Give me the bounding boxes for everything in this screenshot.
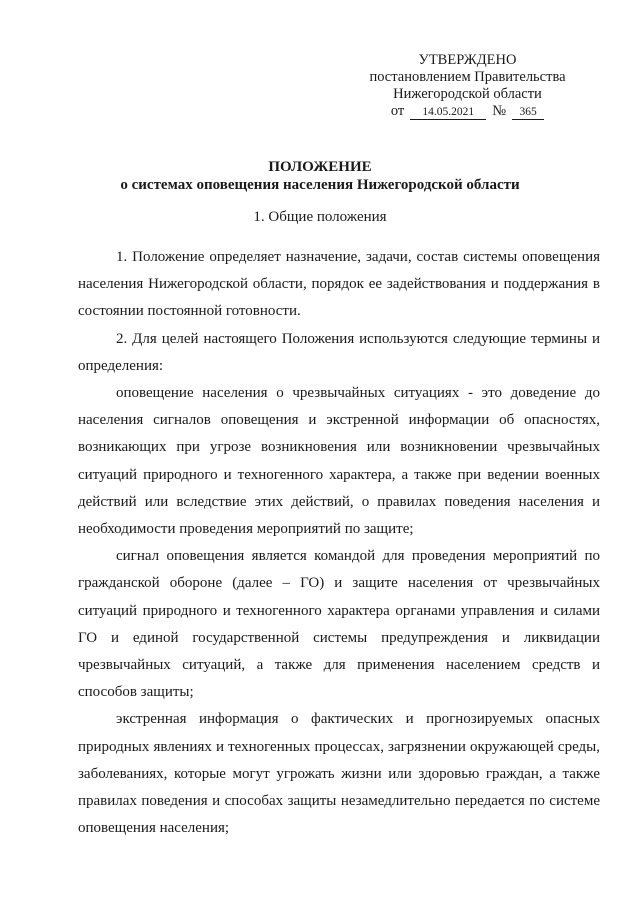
- approval-region-line: Нижегородской области: [393, 86, 542, 102]
- from-label: от: [390, 103, 405, 119]
- paragraph-2: 2. Для целей настоящего Положения используются следующие термины и определения:: [78, 330, 600, 374]
- definition-notification: оповещение населения о чрезвычайных ситуациях - это доведение до населения сигналов оповещения и экстренной информации об опасностях, возникающих при угрозе возникновения или возникновении чрезвычайных ситуаций природного и техногенного характера, а также при ведении военных действий или вследствие этих действий, о правилах поведения населения и необходимости проведения мероприятий по защите;: [78, 385, 600, 538]
- approval-issuer-line: постановлением Правительства: [369, 69, 566, 85]
- definition-emergency-info: экстренная информация о фактических и прогнозируемых опасных природных явлениях и техногенных процессах, загрязнении окружающей среды, заболеваниях, которые могут угрожать жизни или здоровью граждан, а также правилах поведения и способах защиты незамедлительно передается по системе оповещения населения;: [78, 711, 600, 837]
- approval-reference: [360, 103, 575, 120]
- approval-number: 365: [512, 105, 544, 120]
- approval-date: 14.05.2021: [410, 105, 486, 120]
- title-main: ПОЛОЖЕНИЕ: [268, 159, 372, 175]
- title-subtitle: о системах оповещения населения Нижегородской области: [120, 177, 520, 193]
- section-heading: 1. Общие положения: [253, 209, 387, 225]
- definition-signal: сигнал оповещения является командой для проведения мероприятий по гражданской обороне (далее – ГО) и защите населения от чрезвычайных ситуаций природного и техногенного характера органами управления и силами ГО и единой государственной системы предупреждения и ликвидации чрезвычайных ситуаций, а также для применения населением средств и способов защиты;: [78, 548, 600, 701]
- number-sign: №: [492, 103, 507, 119]
- approval-heading: УТВЕРЖДЕНО: [418, 52, 517, 68]
- approval-stamp: [360, 52, 575, 120]
- document-body: [78, 244, 600, 842]
- paragraph-1: 1. Положение определяет назначение, задачи, состав системы оповещения населения Нижегородской области, порядок ее задействования и поддержания в состоянии постоянной готовности.: [78, 249, 600, 320]
- document-title: [0, 158, 640, 194]
